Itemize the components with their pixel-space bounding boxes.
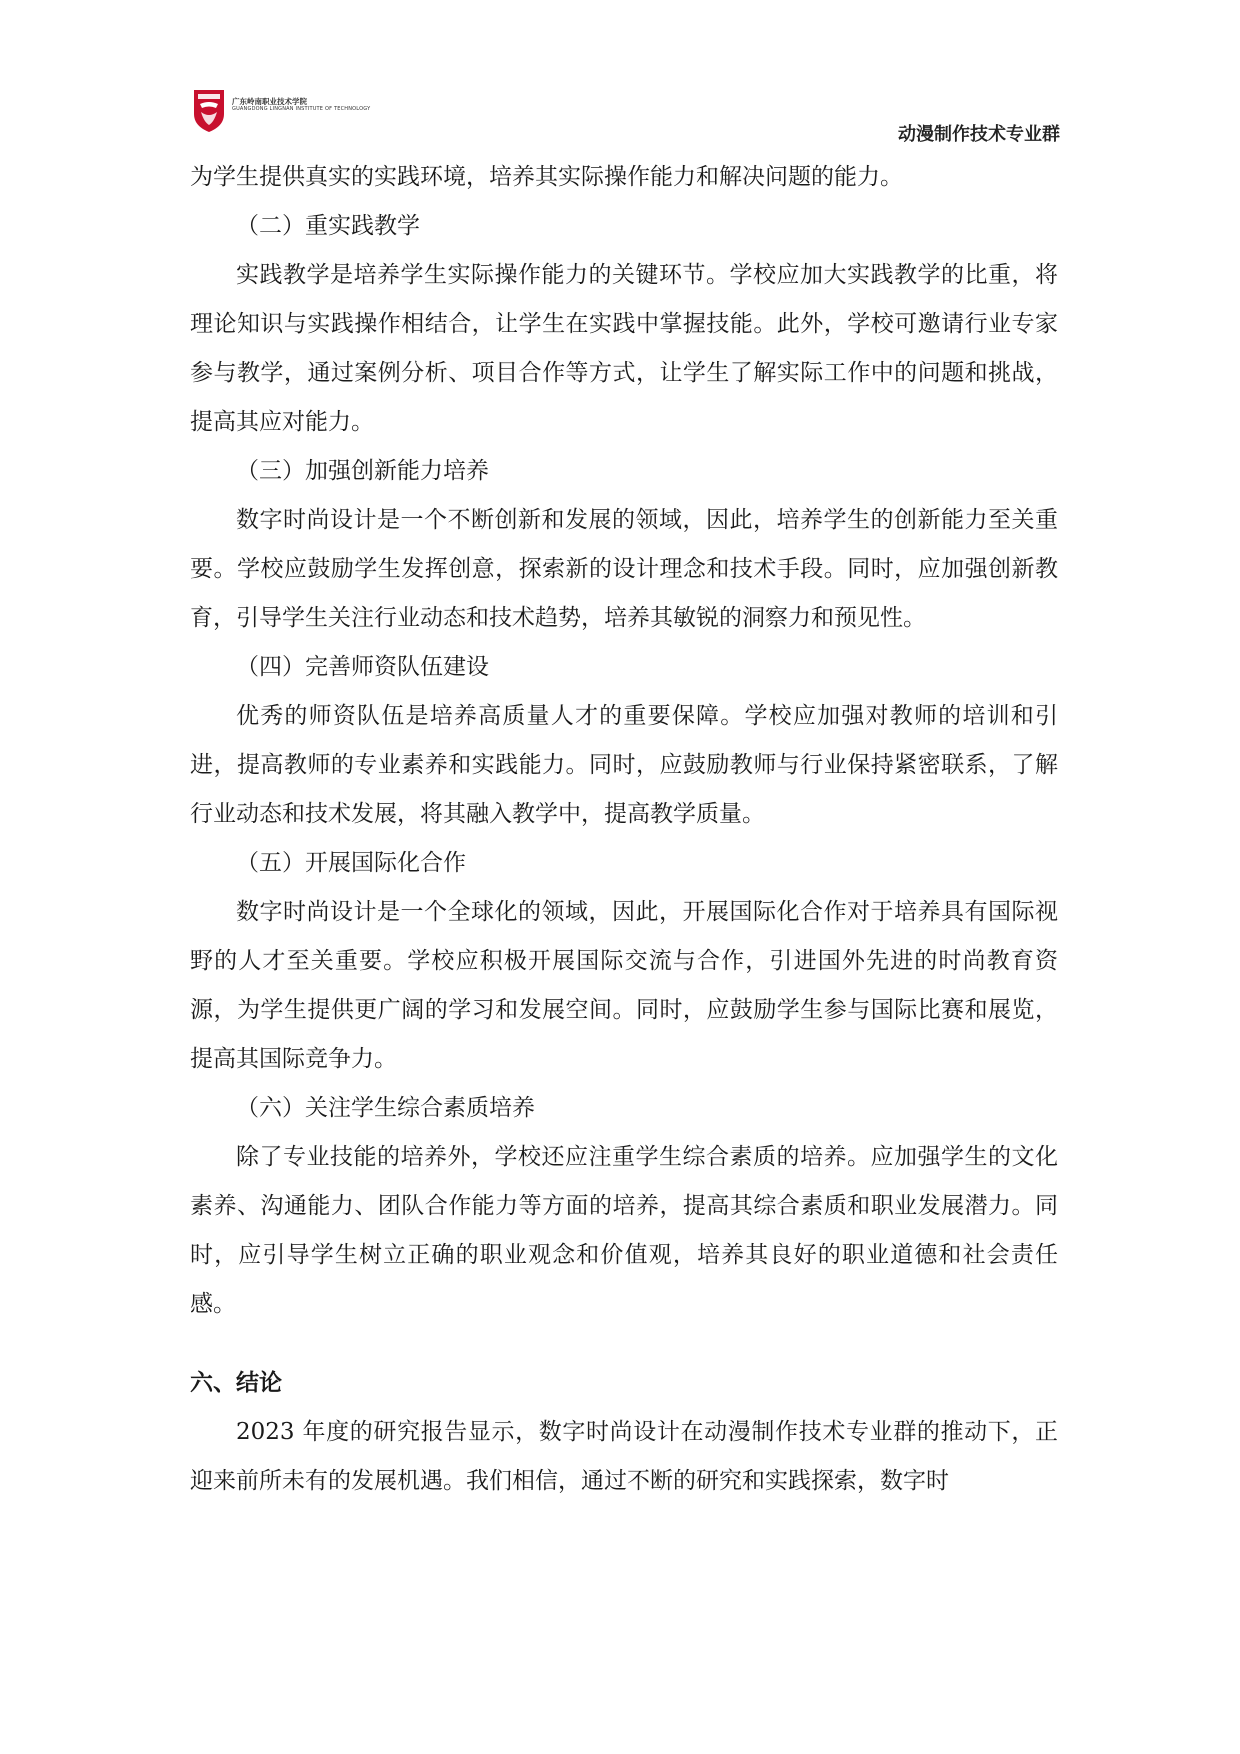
heading-innovation: （三）加强创新能力培养 xyxy=(236,458,489,484)
paragraph-faculty: 优秀的师资队伍是培养高质量人才的重要保障。学校应加强对教师的培训和引进，提高教师的专业素养和实践能力。同时，应鼓励教师与行业保持紧密联系，了解行业动态和技术发展，将其融入教学中，提高教学质量。 xyxy=(190,703,1058,827)
heading-overall-quality: （六）关注学生综合素质培养 xyxy=(236,1095,535,1121)
paragraph-conclusion: 2023 年度的研究报告显示，数字时尚设计在动漫制作技术专业群的推动下，正迎来前所未有的发展机遇。我们相信，通过不断的研究和实践探索，数字时 xyxy=(190,1419,1058,1494)
heading-international: （五）开展国际化合作 xyxy=(236,850,466,876)
section-title-conclusion: 六、结论 xyxy=(190,1370,282,1396)
school-emblem-icon xyxy=(192,88,226,134)
logo-wordmark xyxy=(232,98,370,113)
paragraph-overall-quality: 除了专业技能的培养外，学校还应注重学生综合素质的培养。应加强学生的文化素养、沟通能力、团队合作能力等方面的培养，提高其综合素质和职业发展潜力。同时，应引导学生树立正确的职业观念和价值观，培养其良好的职业道德和社会责任感。 xyxy=(190,1144,1058,1317)
page-header xyxy=(190,88,1060,148)
logo-en: GUANGDONG LINGNAN INSTITUTE OF TECHNOLOGY xyxy=(232,106,371,113)
logo-cn: 广东岭南职业技术学院 xyxy=(232,97,307,106)
paragraph-continued: 为学生提供真实的实践环境，培养其实际操作能力和解决问题的能力。 xyxy=(190,164,903,190)
paragraph-practice-teaching: 实践教学是培养学生实际操作能力的关键环节。学校应加大实践教学的比重，将理论知识与实践操作相结合，让学生在实践中掌握技能。此外，学校可邀请行业专家参与教学，通过案例分析、项目合作等方式，让学生了解实际工作中的问题和挑战，提高其应对能力。 xyxy=(190,262,1058,435)
school-logo xyxy=(192,88,371,138)
heading-practice-teaching: （二）重实践教学 xyxy=(236,213,420,239)
heading-faculty: （四）完善师资队伍建设 xyxy=(236,654,489,680)
header-group-name: 动漫制作技术专业群 xyxy=(898,124,1060,145)
paragraph-international: 数字时尚设计是一个全球化的领域，因此，开展国际化合作对于培养具有国际视野的人才至关重要。学校应积极开展国际交流与合作，引进国外先进的时尚教育资源，为学生提供更广阔的学习和发展空间。同时，应鼓励学生参与国际比赛和展览，提高其国际竞争力。 xyxy=(190,899,1058,1072)
paragraph-innovation: 数字时尚设计是一个不断创新和发展的领域，因此，培养学生的创新能力至关重要。学校应鼓励学生发挥创意，探索新的设计理念和技术手段。同时，应加强创新教育，引导学生关注行业动态和技术趋势，培养其敏锐的洞察力和预见性。 xyxy=(190,507,1058,631)
document-body xyxy=(190,153,1058,1506)
